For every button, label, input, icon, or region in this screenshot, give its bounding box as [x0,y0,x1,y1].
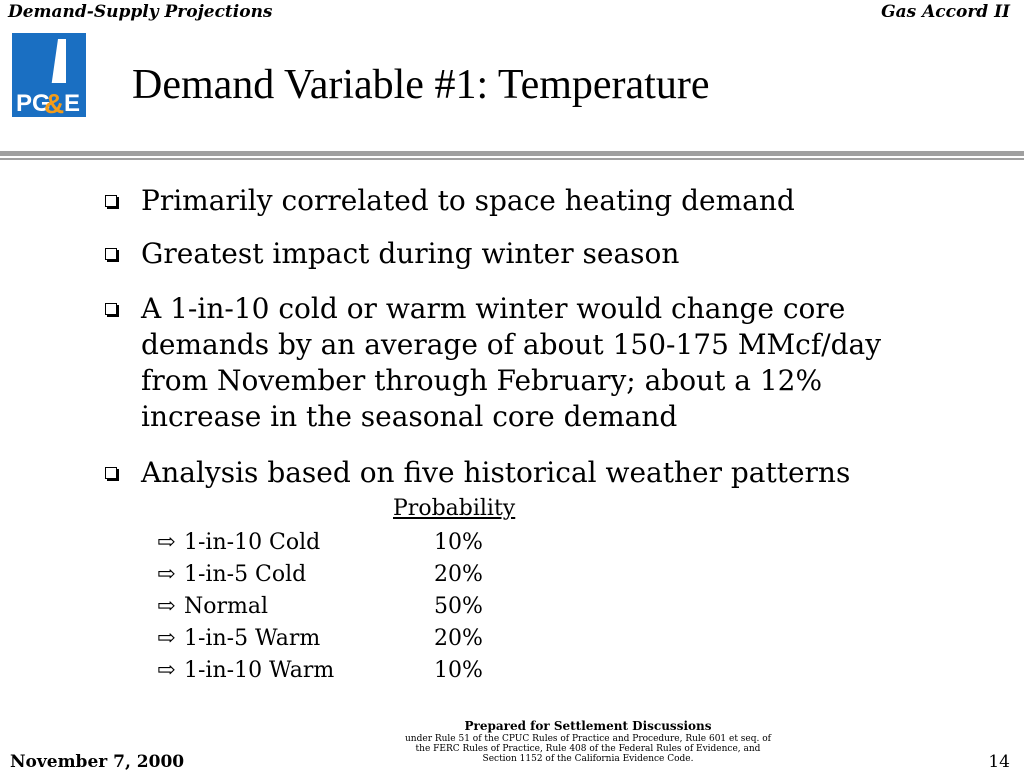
settlement-disclaimer [388,720,788,765]
arrow-right-icon: ⇨ [157,530,176,555]
bullet-text: Greatest impact during winter season [141,237,680,270]
disclaimer-line: the FERC Rules of Practice, Rule 408 of the Federal Rules of Evidence, and [415,744,761,755]
bullet-item [105,236,945,272]
disclaimer-line: Section 1152 of the California Evidence Code. [482,754,694,765]
pattern-label: 1-in-5 Cold [184,562,307,587]
probability-value: 10% [434,658,483,683]
probability-value: 10% [434,530,483,555]
probability-row [157,591,517,623]
probability-value: 20% [434,626,483,651]
arrow-right-icon: ⇨ [157,594,176,619]
checkbox-bullet-icon [105,195,117,207]
page-number: 14 [988,752,1010,772]
checkbox-bullet-icon [105,248,117,260]
pattern-label: Normal [184,594,269,619]
pattern-label: 1-in-10 Cold [184,530,321,555]
footer-date: November 7, 2000 [10,752,185,772]
probability-value: 50% [434,594,483,619]
logo-text-e: E [64,90,81,117]
pattern-label: 1-in-5 Warm [184,626,321,651]
pattern-label: 1-in-10 Warm [184,658,335,683]
arrow-right-icon: ⇨ [157,626,176,651]
logo-text-pg: PG [16,90,51,117]
probability-row [157,655,517,687]
arrow-right-icon: ⇨ [157,658,176,683]
bullet-item [105,291,945,435]
bullet-text: Analysis based on five historical weather patterns [141,456,851,489]
header-divider-thick [0,151,1024,156]
disclaimer-title: Prepared for Settlement Discussions [464,719,712,733]
header-right-title: Gas Accord II [881,2,1010,22]
probability-row [157,559,517,591]
header-divider-thin [0,158,1024,160]
bullet-item [105,455,945,491]
bullet-text: Primarily correlated to space heating demand [141,184,795,217]
slide-title: Demand Variable #1: Temperature [132,62,710,108]
arrow-right-icon: ⇨ [157,562,176,587]
checkbox-bullet-icon [105,303,117,315]
probability-value: 20% [434,562,483,587]
pge-logo [12,33,86,117]
bullet-text: A 1-in-10 cold or warm winter would change core demands by an average of about 150-175 MMcf/day from November through February; about a 12% increase in the seasonal core demand [141,292,882,433]
probability-row [157,527,517,559]
bullet-item [105,183,945,219]
probability-column-header: Probability [393,496,516,521]
header-left-title: Demand-Supply Projections [8,2,273,22]
probability-row [157,623,517,655]
disclaimer-line: under Rule 51 of the CPUC Rules of Practice and Procedure, Rule 601 et seq. of [405,733,771,744]
checkbox-bullet-icon [105,467,117,479]
logo-text-amp: & [44,88,65,117]
